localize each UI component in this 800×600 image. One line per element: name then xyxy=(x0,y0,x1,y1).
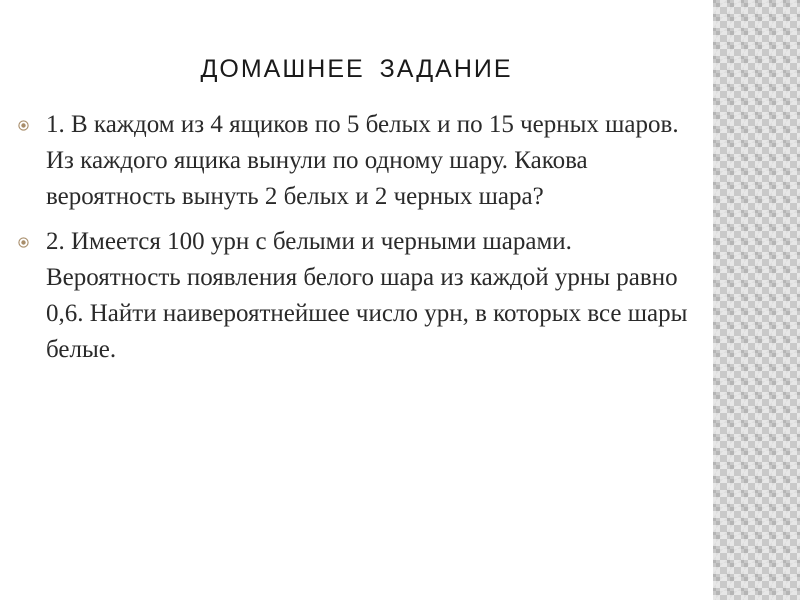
list-item-1 xyxy=(14,107,704,215)
slide-title: ДОМАШНЕЕ ЗАДАНИЕ xyxy=(200,55,513,83)
decorative-side-band xyxy=(713,0,800,600)
list-item-text: 2. Имеется 100 урн с белыми и черными шарами. Вероятность появления белого шара из каждой урны равно 0,6. Найти наивероятнейшее число урн, в которых все шары белые. xyxy=(46,228,688,363)
list-item-2 xyxy=(14,224,704,368)
circle-bullet-icon xyxy=(18,120,29,131)
list-item-text: 1. В каждом из 4 ящиков по 5 белых и по 15 черных шаров. Из каждого ящика вынули по одному шару. Какова вероятность вынуть 2 белых и 2 черных шара? xyxy=(46,111,679,210)
circle-bullet-icon xyxy=(18,237,29,248)
slide-content xyxy=(14,107,704,377)
